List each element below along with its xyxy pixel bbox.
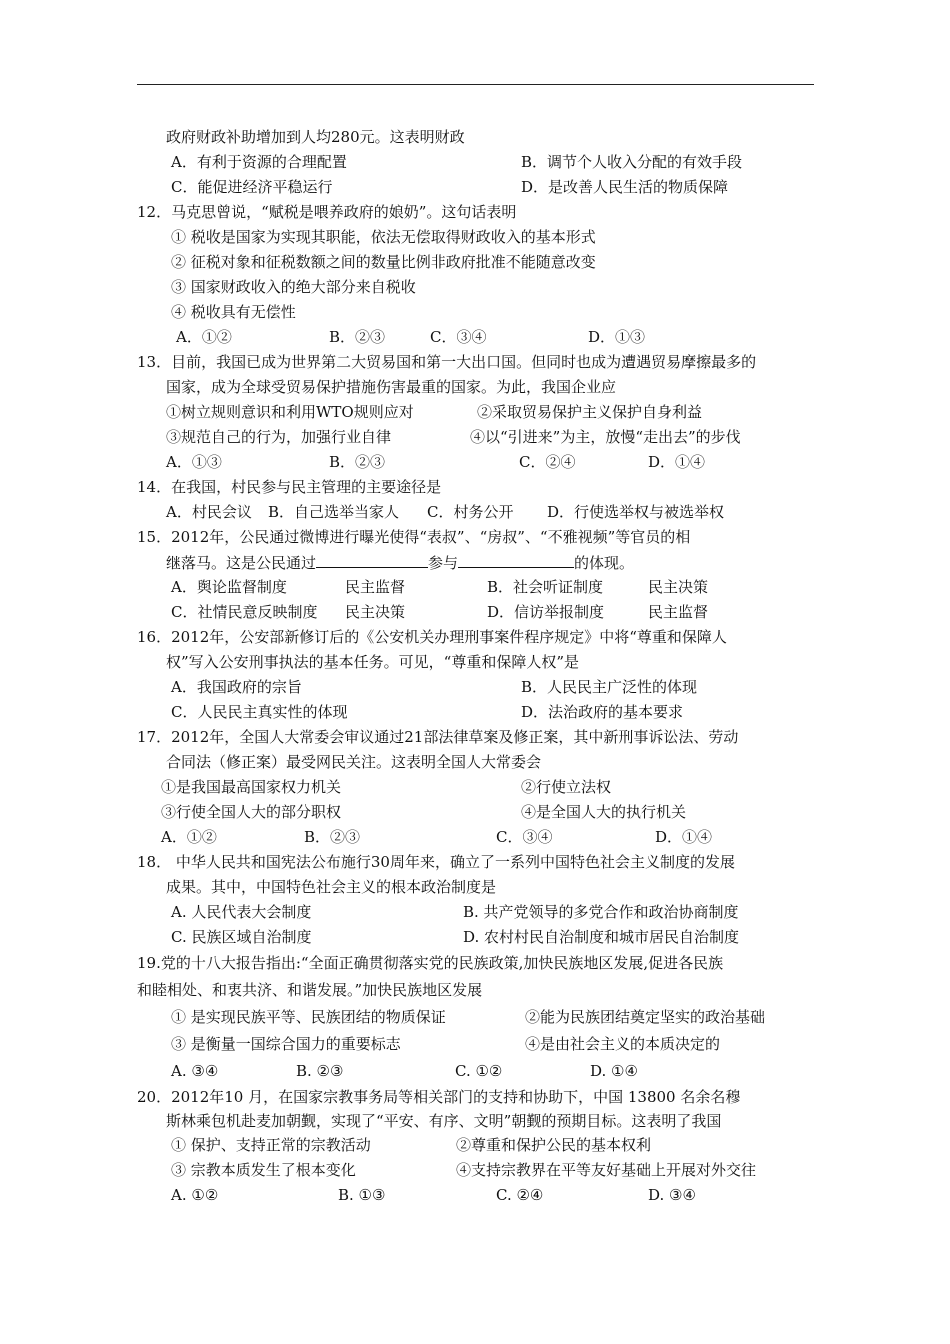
q15-option-d-answer: 民主监督 xyxy=(648,603,709,621)
q16-option-b: B．人民民主广泛性的体现 xyxy=(521,678,698,696)
q20-stem-line-1: 20．2012年10 月，在国家宗教事务局等相关部门的支持和协助下，中国 13800 名余名穆 xyxy=(137,1088,741,1106)
q15-stem-line-2 xyxy=(166,552,634,573)
q13-option-c: C．②④ xyxy=(519,453,576,471)
q12-statement-1: ① 税收是国家为实现其职能，依法无偿取得财政收入的基本形式 xyxy=(171,228,596,246)
q19-option-c: C. ①② xyxy=(455,1062,503,1080)
q20-option-c: C. ②④ xyxy=(496,1186,544,1204)
q17-statement-1: ①是我国最高国家权力机关 xyxy=(161,778,342,796)
q17-option-b: B．②③ xyxy=(304,828,361,846)
q11-option-a: A．有利于资源的合理配置 xyxy=(171,153,347,171)
q17-stem-line-2: 合同法（修正案）最受网民关注。这表明全国人大常委会 xyxy=(166,753,542,771)
q19-option-d: D. ①④ xyxy=(590,1062,638,1080)
q15-stem-line-1: 15．2012年，公民通过微博进行曝光使得“表叔”、“房叔”、“不雅视频”等官员的相 xyxy=(137,528,691,546)
q16-stem-line-1: 16．2012年，公安部新修订后的《公安机关办理刑事案件程序规定》中将“尊重和保障人 xyxy=(137,628,727,646)
q12-option-b: B．②③ xyxy=(329,328,386,346)
q15-option-c-answer: 民主决策 xyxy=(345,603,406,621)
q14-option-c: C．村务公开 xyxy=(427,503,514,521)
q12-statement-4: ④ 税收具有无偿性 xyxy=(171,303,296,321)
q12-statement-3: ③ 国家财政收入的绝大部分来自税收 xyxy=(171,278,416,296)
q19-statement-1: ① 是实现民族平等、民族团结的物质保证 xyxy=(171,1008,446,1026)
q13-statement-2: ②采取贸易保护主义保护自身利益 xyxy=(477,403,703,421)
q15-option-b-answer: 民主决策 xyxy=(648,578,709,596)
q16-option-c: C．人民民主真实性的体现 xyxy=(171,703,348,721)
q18-stem-line-2: 成果。其中，中国特色社会主义的根本政治制度是 xyxy=(166,878,497,896)
q13-statement-4: ④以“引进来”为主，放慢“走出去”的步伐 xyxy=(470,428,741,446)
q19-statement-4: ④是由社会主义的本质决定的 xyxy=(525,1035,721,1053)
q16-stem-line-2: 权”写入公安刑事执法的基本任务。可见，“尊重和保障人权”是 xyxy=(166,653,580,671)
q15-blank-2 xyxy=(458,552,574,568)
q20-statement-4: ④支持宗教界在平等友好基础上开展对外交往 xyxy=(456,1161,757,1179)
q17-stem-line-1: 17．2012年，全国人大常委会审议通过21部法律草案及修正案，其中新刑事诉讼法、劳动 xyxy=(137,728,739,746)
q12-option-a: A．①② xyxy=(176,328,232,346)
q13-option-a: A．①③ xyxy=(166,453,222,471)
q12-option-c: C．③④ xyxy=(430,328,487,346)
q12-stem: 12．马克思曾说，“赋税是喂养政府的娘奶”。这句话表明 xyxy=(137,203,517,221)
q15-option-a: A．舆论监督制度 xyxy=(171,578,287,596)
q17-statement-3: ③行使全国人大的部分职权 xyxy=(161,803,342,821)
q19-statement-2: ②能为民族团结奠定坚实的政治基础 xyxy=(525,1008,766,1026)
q17-statement-2: ②行使立法权 xyxy=(521,778,612,796)
q18-option-a: A. 人民代表大会制度 xyxy=(171,903,312,921)
q15-stem-part-1: 继落马。这是公民通过 xyxy=(166,554,317,572)
q20-option-d: D. ③④ xyxy=(648,1186,696,1204)
q12-option-d: D．①③ xyxy=(588,328,646,346)
q13-option-d: D．①④ xyxy=(648,453,706,471)
q18-option-d: D. 农村村民自治制度和城市居民自治制度 xyxy=(463,928,740,946)
q18-option-c: C. 民族区域自治制度 xyxy=(171,928,312,946)
q19-option-a: A. ③④ xyxy=(171,1062,219,1080)
q17-statement-4: ④是全国人大的执行机关 xyxy=(521,803,687,821)
q17-option-d: D．①④ xyxy=(655,828,713,846)
q17-option-c: C．③④ xyxy=(496,828,553,846)
q16-option-d: D．法治政府的基本要求 xyxy=(521,703,684,721)
q16-option-a: A．我国政府的宗旨 xyxy=(171,678,302,696)
q19-stem-line-2: 和睦相处、和衷共济、和谐发展。”加快民族地区发展 xyxy=(137,981,483,999)
q15-stem-part-3: 的体现。 xyxy=(574,554,635,572)
q14-option-a: A．村民会议 xyxy=(166,503,252,521)
q15-option-b: B．社会听证制度 xyxy=(487,578,604,596)
q14-option-b: B．自己选举当家人 xyxy=(268,503,400,521)
q19-option-b: B. ②③ xyxy=(296,1062,344,1080)
q11-option-d: D．是改善人民生活的物质保障 xyxy=(521,178,729,196)
q15-option-d: D．信访举报制度 xyxy=(487,603,605,621)
q20-stem-line-2: 斯林乘包机赴麦加朝觐，实现了“平安、有序、文明”朝觐的预期目标。这表明了我国 xyxy=(166,1112,722,1130)
q20-statement-3: ③ 宗教本质发生了根本变化 xyxy=(171,1161,356,1179)
q12-statement-2: ② 征税对象和征税数额之间的数量比例非政府批准不能随意改变 xyxy=(171,253,596,271)
q18-stem-line-1: 18． 中华人民共和国宪法公布施行30周年来，确立了一系列中国特色社会主义制度的发展 xyxy=(137,853,735,871)
q13-stem-line-1: 13．目前，我国已成为世界第二大贸易国和第一大出口国。但同时也成为遭遇贸易摩擦最多的 xyxy=(137,353,757,371)
q15-stem-part-2: 参与 xyxy=(428,554,459,572)
q19-statement-3: ③ 是衡量一国综合国力的重要标志 xyxy=(171,1035,401,1053)
q11-option-b: B．调节个人收入分配的有效手段 xyxy=(521,153,743,171)
q14-stem: 14．在我国，村民参与民主管理的主要途径是 xyxy=(137,478,442,496)
q19-stem-line-1: 19.党的十八大报告指出:“全面正确贯彻落实党的民族政策,加快民族地区发展,促进各民族 xyxy=(137,954,724,972)
q15-option-a-answer: 民主监督 xyxy=(345,578,406,596)
q13-stem-line-2: 国家，成为全球受贸易保护措施伤害最重的国家。为此，我国企业应 xyxy=(166,378,617,396)
q17-option-a: A．①② xyxy=(161,828,217,846)
q18-option-b: B. 共产党领导的多党合作和政治协商制度 xyxy=(463,903,739,921)
q15-blank-1 xyxy=(316,552,428,568)
q13-option-b: B．②③ xyxy=(329,453,386,471)
q20-option-b: B. ①③ xyxy=(338,1186,386,1204)
q11-option-c: C．能促进经济平稳运行 xyxy=(171,178,333,196)
header-rule xyxy=(137,84,814,85)
q13-statement-3: ③规范自己的行为，加强行业自律 xyxy=(166,428,392,446)
q14-option-d: D．行使选举权与被选举权 xyxy=(547,503,725,521)
q20-statement-1: ① 保护、支持正常的宗教活动 xyxy=(171,1136,371,1154)
q11-stem-continued: 政府财政补助增加到人均280元。这表明财政 xyxy=(166,128,465,146)
q20-statement-2: ②尊重和保护公民的基本权利 xyxy=(456,1136,652,1154)
q13-statement-1: ①树立规则意识和利用WTO规则应对 xyxy=(166,403,414,421)
q15-option-c: C．社情民意反映制度 xyxy=(171,603,318,621)
q20-option-a: A. ①② xyxy=(171,1186,219,1204)
